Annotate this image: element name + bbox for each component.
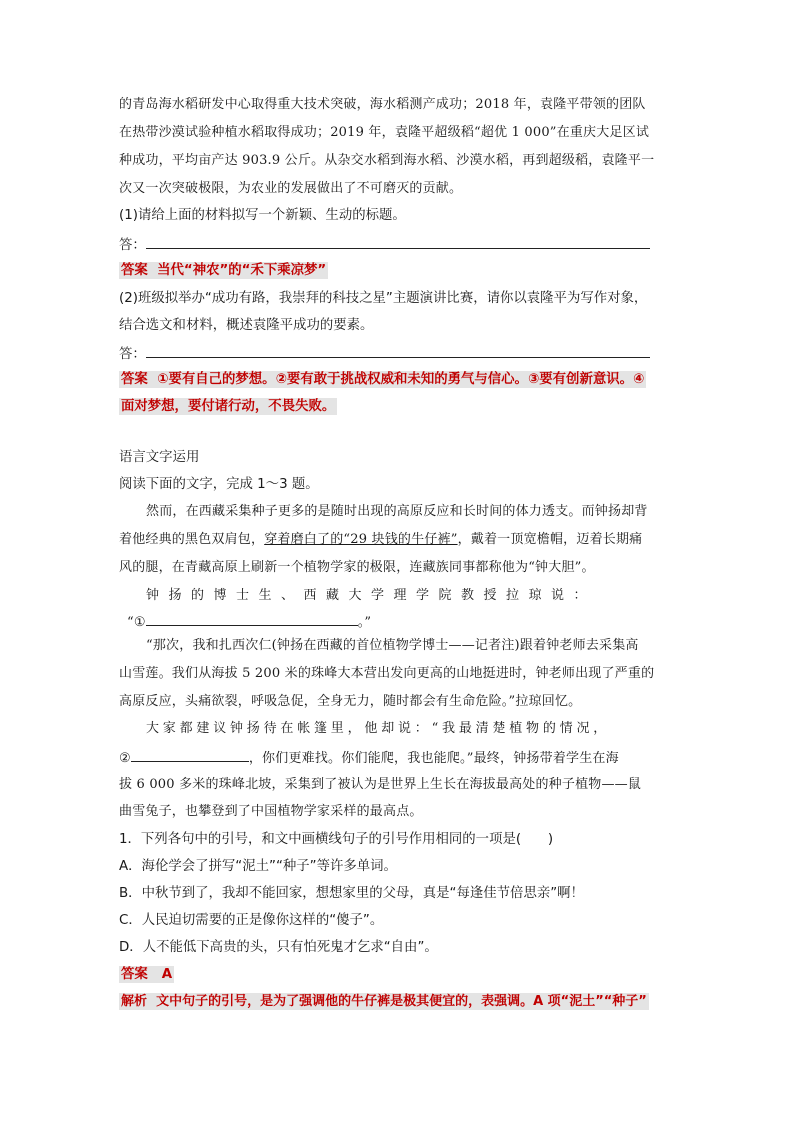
answer-text: A (161, 967, 173, 982)
passage-text: ，戴着一顶宽檐帽，迈着长期痛 (457, 532, 643, 547)
answer-text: 面对梦想，要付诸行动，不畏失败。 (121, 399, 336, 414)
passage-line: 大家都建议钟扬待在帐篷里，他却说：“我最清楚植物的情况， (146, 721, 611, 736)
mcq-option-c: C．人民迫切需要的正是像你这样的“傻子”。 (119, 913, 384, 928)
passage-line: 拔 6 000 多米的珠峰北坡，采集到了被认为是世界上生长在海拔最高处的种子植物——鼠 (119, 777, 642, 792)
section-title: 语言文字运用 (119, 450, 200, 465)
passage-line (119, 530, 642, 550)
question-1-prompt: (1)请给上面的材料拟写一个新颖、生动的标题。 (119, 208, 406, 223)
mcq-option-d: D．人不能低下高贵的头，只有怕死鬼才乞求“自由”。 (119, 940, 438, 955)
passage-line: 然而，在西藏采集种子更多的是随时出现的高原反应和长时间的体力透支。而钟扬却背 (146, 504, 648, 519)
passage-line (127, 611, 371, 633)
passage-line: 钟扬的博士生、西藏大学理学院教授拉琼说： (146, 588, 597, 603)
mcq-stem: 1．下列各句中的引号，和文中画横线句子的引号作用相同的一项是( ) (119, 832, 554, 847)
answer-text: ①要有自己的梦想。②要有敢于挑战权威和未知的勇气与信心。③要有创新意识。④ (157, 372, 645, 387)
passage-line: “那次，我和扎西次仁(钟扬在西藏的首位植物学博士——记者注)跟着钟老师去采集高 (146, 638, 639, 653)
section-instruction: 阅读下面的文字，完成 1～3 题。 (119, 477, 319, 492)
mcq-option-a: A．海伦学会了拼写“泥土”“种子”等许多单词。 (119, 859, 397, 874)
answer-line-1 (119, 234, 650, 256)
passage-line (119, 747, 619, 769)
passage-line: 种成功，平均亩产达 903.9 公斤。从杂交水稻到海水稻、沙漠水稻，再到超级稻，袁隆平一 (119, 153, 655, 168)
passage-text: ② (119, 751, 131, 766)
question-2-prompt: 结合选文和材料，概述袁隆平成功的要素。 (119, 318, 374, 333)
answer-label: 答案 (121, 263, 148, 278)
question-2-prompt: (2)班级拟举办“成功有路，我崇拜的科技之星”主题演讲比赛，请你以袁隆平为写作对象， (119, 291, 648, 306)
answer-blank (146, 234, 650, 249)
passage-line: 曲雪兔子，也攀登到了中国植物学家采样的最高点。 (119, 804, 423, 819)
passage-text: “① (127, 615, 146, 630)
passage-line: 风的腿，在青藏高原上刷新一个植物学家的极限，连藏族同事都称他为“钟大胆”。 (119, 560, 595, 575)
answer-line-2 (119, 343, 650, 365)
answer-text: 当代“神农”的“禾下乘凉梦” (157, 263, 327, 278)
answer-blank (146, 343, 650, 358)
fill-blank-1 (146, 611, 358, 626)
mcq-answer (119, 965, 174, 985)
answer-prefix: 答： (119, 238, 146, 253)
passage-text: 。” (357, 615, 372, 630)
passage-line: 山雪莲。我们从海拔 5 200 米的珠峰大本营出发向更高的山地挺进时，钟老师出现了严重的 (119, 666, 655, 681)
passage-line: 高原反应，头痛欲裂，呼吸急促，全身无力，随时都会有生命危险。”拉琼回忆。 (119, 694, 582, 709)
answer-prefix: 答： (119, 347, 146, 362)
passage-text: ，你们更难找。你们能爬，我也能爬。”最终，钟扬带着学生在海 (248, 751, 619, 766)
mcq-analysis (119, 992, 649, 1012)
passage-line: 的青岛海水稻研发中心取得重大技术突破，海水稻测产成功；2018 年，袁隆平带领的团队 (119, 97, 646, 112)
fill-blank-2 (131, 747, 249, 762)
underlined-sentence: 穿着磨白了的“29 块钱的牛仔裤” (264, 532, 458, 547)
analysis-text: 文中句子的引号，是为了强调他的牛仔裤是极其便宜的，表强调。A 项“泥土”“种子” (156, 994, 647, 1009)
answer-2-cont (119, 397, 337, 417)
answer-label: 答案 (121, 372, 148, 387)
passage-text: 着他经典的黑色双肩包， (119, 532, 265, 547)
passage-line: 次又一次突破极限，为农业的发展做出了不可磨灭的贡献。 (119, 181, 463, 196)
answer-2 (119, 370, 646, 390)
analysis-label: 解析 (121, 994, 148, 1009)
answer-label: 答案 (121, 967, 148, 982)
answer-1 (119, 261, 328, 281)
passage-line: 在热带沙漠试验种植水稻取得成功；2019 年，袁隆平超级稻“超优 1 000”在重庆大足区试 (119, 125, 650, 140)
mcq-option-b: B．中秋节到了，我却不能回家，想想家里的父母，真是“每逢佳节倍思亲”啊！ (119, 886, 584, 901)
